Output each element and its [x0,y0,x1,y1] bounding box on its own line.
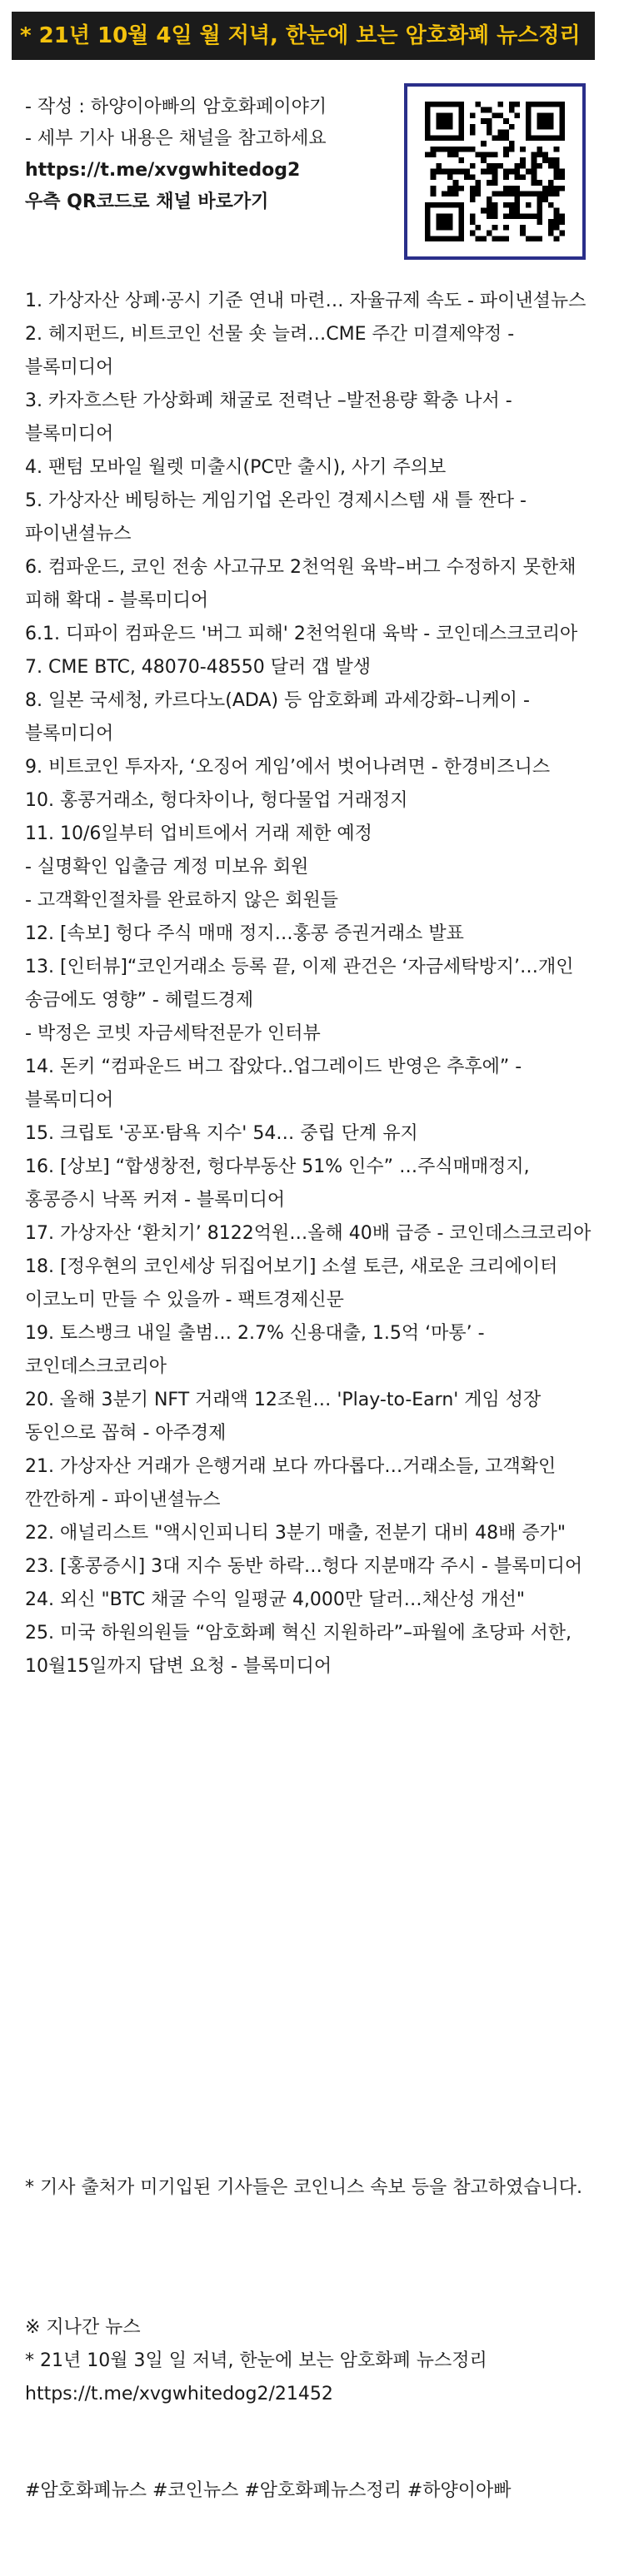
news-item: 3. 카자흐스탄 가상화폐 채굴로 전력난 –발전용량 확충 나서 - 블록미디어 [25,390,512,445]
hashtags[interactable]: #암호화폐뉴스 #코인뉴스 #암호화폐뉴스정리 #하양이아빠 [25,2480,512,2501]
qr-code-graphic [425,102,565,241]
news-item: 4. 팬텀 모바일 월렛 미출시(PC만 출시), 사기 주의보 [25,457,447,478]
news-item: 11. 10/6일부터 업비트에서 거래 제한 예정 [25,823,372,844]
past-news [25,2311,600,2411]
source-note: * 기사 출처가 미기입된 기사들은 코인니스 속보 등을 참고하였습니다. [25,2177,582,2198]
news-item: 13. [인터뷰]“코인거래소 등록 끝, 이제 관건은 ‘자금세탁방지’…개인 송금에도 영향” - 헤럴드경제 [25,957,574,1011]
news-item: 22. 애널리스트 "액시인피니티 3분기 매출, 전분기 대비 48배 증가" [25,1523,566,1544]
news-item: 7. CME BTC, 48070-48550 달러 갭 발생 [25,657,371,678]
news-item: 21. 가상자산 거래가 은행거래 보다 까다롭다…거래소들, 고객확인 깐깐하게 - 파이낸셜뉴스 [25,1456,557,1510]
past-news-link[interactable]: https://t.me/xvgwhitedog2/21452 [25,2384,333,2404]
news-item: 23. [홍콩증시] 3대 지수 동반 하락…헝다 지분매각 주시 - 블록미디어 [25,1556,583,1577]
news-item: 6. 컴파운드, 코인 전송 사고규모 2천억원 육박–버그 수정하지 못한채 피해 확대 - 블록미디어 [25,557,577,611]
page-title: * 21년 10월 4일 월 저녁, 한눈에 보는 암호화폐 뉴스정리 [12,12,595,60]
qr-code-icon[interactable] [404,83,586,260]
channel-link[interactable]: https://t.me/xvgwhitedog2 [25,160,301,181]
news-item: 18. [정우현의 코인세상 뒤집어보기] 소셜 토큰, 새로운 크리에이터 이코노미 만들 수 있을까 - 팩트경제신문 [25,1256,558,1310]
past-news-item: * 21년 10월 3일 일 저녁, 한눈에 보는 암호화폐 뉴스정리 [25,2350,487,2371]
news-item: 25. 미국 하원의원들 “암호화폐 혁신 지원하라”–파월에 초당파 서한, 10월15일까지 답변 요청 - 블록미디어 [25,1623,572,1677]
news-item: 5. 가상자산 베팅하는 게임기업 온라인 경제시스템 새 틀 짠다 - 파이낸셜뉴스 [25,490,527,545]
news-item: - 고객확인절차를 완료하지 않은 회원들 [25,890,338,911]
news-item: 14. 돈키 “컴파운드 버그 잡았다..업그레이드 반영은 추후에” - 블록미디어 [25,1057,522,1111]
news-item: 16. [상보] “합생창전, 헝다부동산 51% 인수” …주식매매정지, 홍콩증시 낙폭 커져 - 블록미디어 [25,1156,530,1211]
news-item: 2. 헤지펀드, 비트코인 선물 숏 늘려…CME 주간 미결제약정 - 블록미디어 [25,324,515,378]
news-item: 17. 가상자산 ‘환치기’ 8122억원…올해 40배 급증 - 코인데스크코리아 [25,1223,592,1244]
header-info [25,92,392,218]
news-list [25,285,600,1683]
author-line: - 작성 : 하양이아빠의 암호화페이야기 [25,97,327,117]
qr-note: 우측 QR코드로 채널 바로가기 [25,191,269,212]
news-item: 12. [속보] 헝다 주식 매매 정지…홍콩 증권거래소 발표 [25,923,464,944]
news-item: - 실명확인 입출금 계정 미보유 회원 [25,857,309,878]
news-item: 20. 올해 3분기 NFT 거래액 12조원… 'Play-to-Earn' 게임 성장 동인으로 꼽혀 - 아주경제 [25,1390,542,1444]
news-item: 10. 홍콩거래소, 헝다차이나, 헝다물업 거래정지 [25,790,408,811]
news-item: 6.1. 디파이 컴파운드 '버그 피해' 2천억원대 육박 - 코인데스크코리아 [25,624,578,644]
past-news-heading: ※ 지나간 뉴스 [25,2317,141,2338]
news-item: 8. 일본 국세청, 카르다노(ADA) 등 암호화폐 과세강화–니케이 - 블록미디어 [25,690,530,744]
news-item: 24. 외신 "BTC 채굴 수익 일평균 4,000만 달러…채산성 개선" [25,1589,526,1610]
detail-line: - 세부 기사 내용은 채널을 참고하세요 [25,128,327,149]
news-item: 9. 비트코인 투자자, ‘오징어 게임’에서 벗어나려면 - 한경비즈니스 [25,757,551,778]
news-item: 19. 토스뱅크 내일 출범… 2.7% 신용대출, 1.5억 ‘마통’ - 코인데스크코리아 [25,1323,485,1377]
news-item: 1. 가상자산 상폐·공시 기준 연내 마련… 자율규제 속도 - 파이낸셜뉴스 [25,291,587,311]
news-item: 15. 크립토 '공포·탐욕 지수' 54… 중립 단계 유지 [25,1123,418,1144]
news-item: - 박정은 코빗 자금세탁전문가 인터뷰 [25,1023,321,1044]
